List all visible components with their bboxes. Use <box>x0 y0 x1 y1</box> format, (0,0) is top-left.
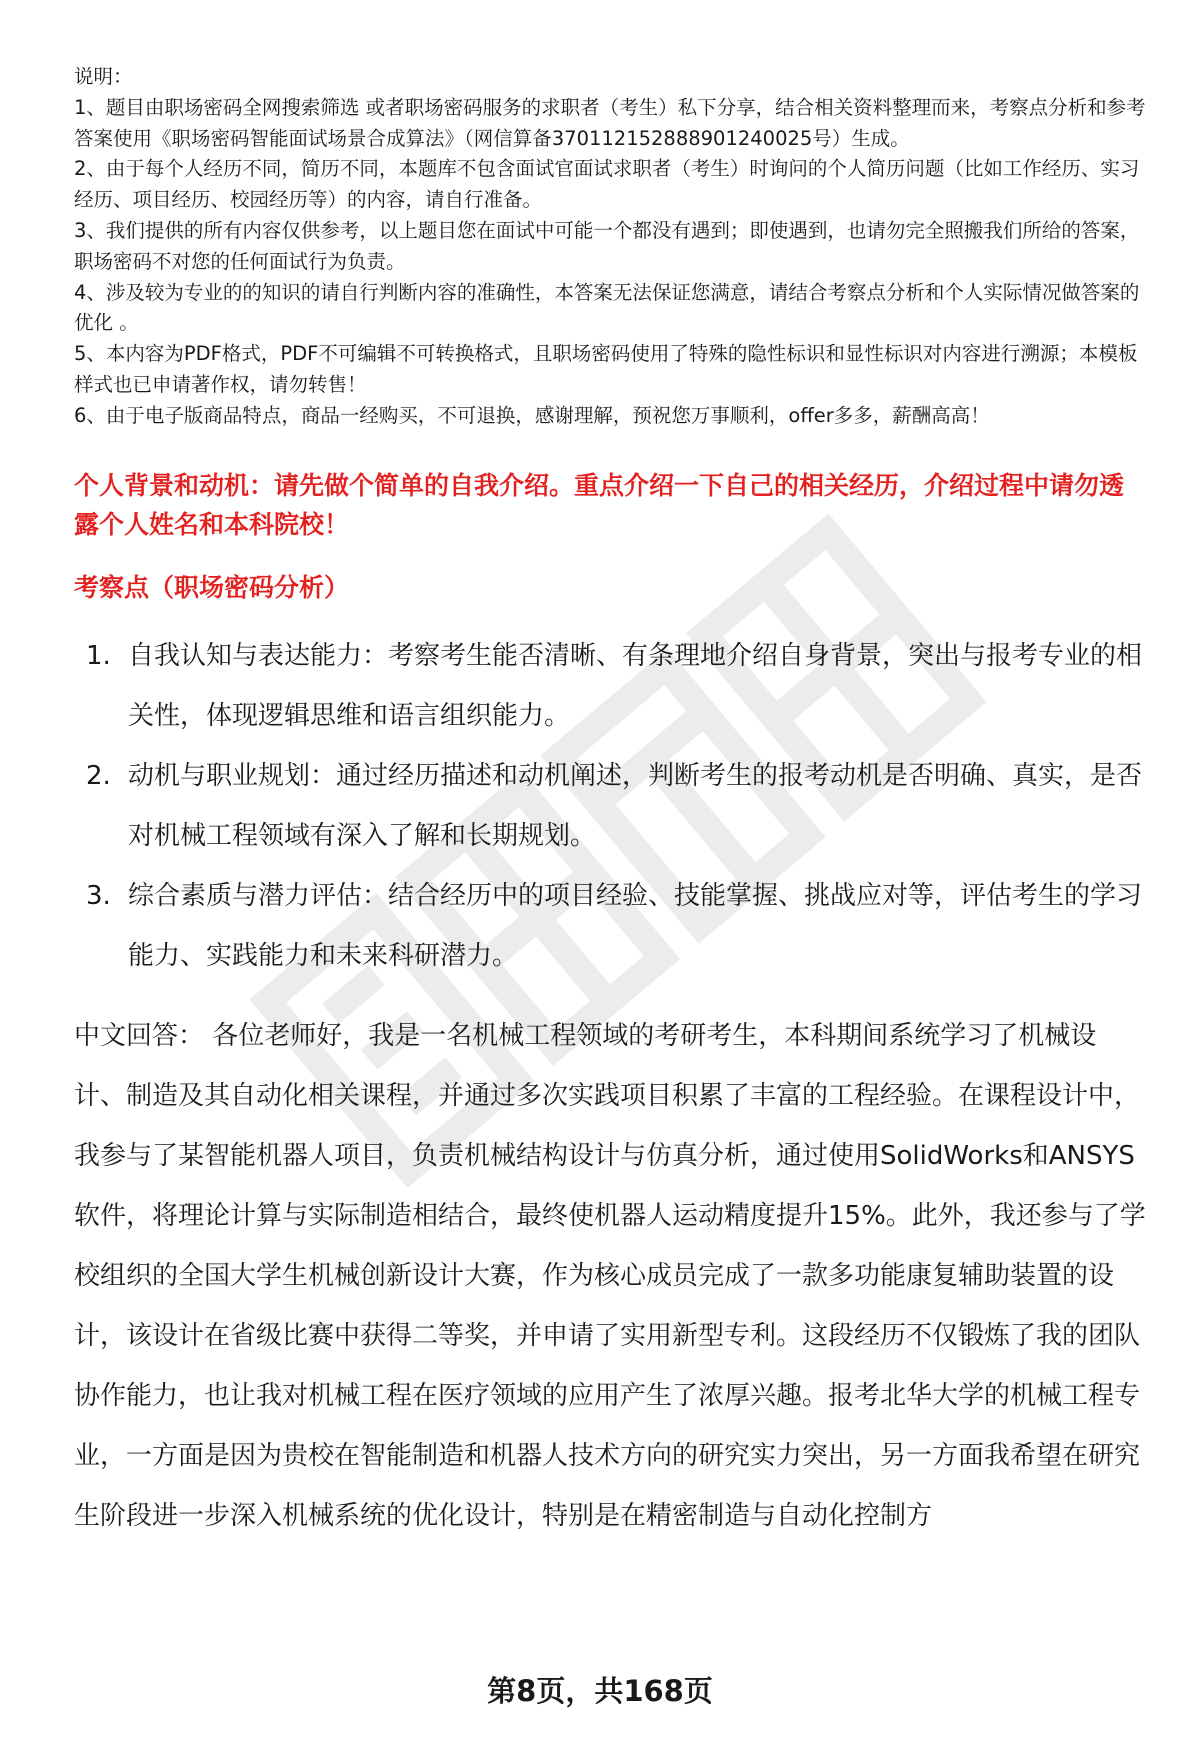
note-item: 2、由于每个人经历不同，简历不同，本题库不包含面试官面试求职者（考生）时询问的个人简历问题（比如工作经历、实习经历、项目经历、校园经历等）的内容，请自行准备。 <box>74 157 1140 212</box>
point-text: 动机与职业规划：通过经历描述和动机阐述，判断考生的报考动机是否明确、真实，是否对机械工程领域有深入了解和长期规划。 <box>128 760 1143 851</box>
point-number: 1. <box>86 640 111 671</box>
analysis-title: 考察点（职场密码分析） <box>74 572 350 602</box>
note-item: 6、由于电子版商品特点，商品一经购买，不可退换，感谢理解，预祝您万事顺利，offer多多，薪酬高高！ <box>74 403 990 427</box>
answer-text: 中文回答： 各位老师好，我是一名机械工程领域的考研考生，本科期间系统学习了机械设计、制造及其自动化相关课程，并通过多次实践项目积累了丰富的工程经验。在课程设计中，我参与了某智能机器人项目，负责机械结构设计与仿真分析，通过使用SolidWorks和ANSYS软件，将理论计算与实际制造相结合，最终使机器人运动精度提升15%。此外，我还参与了学校组织的全国大学生机械创新设计大赛，作为核心成员完成了一款多功能康复辅助装置的设计，该设计在省级比赛中获得二等奖，并申请了实用新型专利。这段经历不仅锻炼了我的团队协作能力，也让我对机械工程在医疗领域的应用产生了浓厚兴趣。报考北华大学的机械工程专业，一方面是因为贵校在智能制造和机器人技术方向的研究实力突出，另一方面我希望在研究生阶段进一步深入机械系统的优化设计，特别是在精密制造与自动化控制方 <box>74 1020 1146 1531</box>
note-item: 3、我们提供的所有内容仅供参考，以上题目您在面试中可能一个都没有遇到；即使遇到，也请勿完全照搬我们所给的答案，职场密码不对您的任何面试行为负责。 <box>74 218 1140 273</box>
point-number: 3. <box>86 880 111 911</box>
page-number: 第8页，共168页 <box>487 1674 713 1708</box>
note-item: 4、涉及较为专业的的知识的请自行判断内容的准确性，本答案无法保证您满意，请结合考察点分析和个人实际情况做答案的优化 。 <box>74 280 1140 335</box>
note-item: 1、题目由职场密码全网搜索筛选 或者职场密码服务的求职者（考生）私下分享，结合相关资料整理而来，考察点分析和参考答案使用《职场密码智能面试场景合成算法》（网信算备370112152888901240025号）生成。 <box>74 95 1146 150</box>
point-number: 2. <box>86 760 111 791</box>
point-text: 综合素质与潜力评估：结合经历中的项目经验、技能掌握、挑战应对等，评估考生的学习能力、实践能力和未来科研潜力。 <box>128 880 1143 971</box>
note-item: 5、本内容为PDF格式，PDF不可编辑不可转换格式，且职场密码使用了特殊的隐性标识和显性标识对内容进行溯源；本模板样式也已申请著作权，请勿转售！ <box>74 342 1138 396</box>
analysis-points <box>74 626 1148 986</box>
point-text: 自我认知与表达能力：考察考生能否清晰、有条理地介绍自身背景，突出与报考专业的相关性，体现逻辑思维和语言组织能力。 <box>128 640 1143 731</box>
analysis-point <box>74 626 1148 746</box>
notes-section <box>74 62 1148 432</box>
notes-heading: 说明： <box>74 65 133 88</box>
analysis-point <box>74 746 1148 866</box>
analysis-point <box>74 866 1148 986</box>
question-heading: 个人背景和动机：请先做个简单的自我介绍。重点介绍一下自己的相关经历，介绍过程中请勿透露个人姓名和本科院校！ <box>74 470 1125 539</box>
